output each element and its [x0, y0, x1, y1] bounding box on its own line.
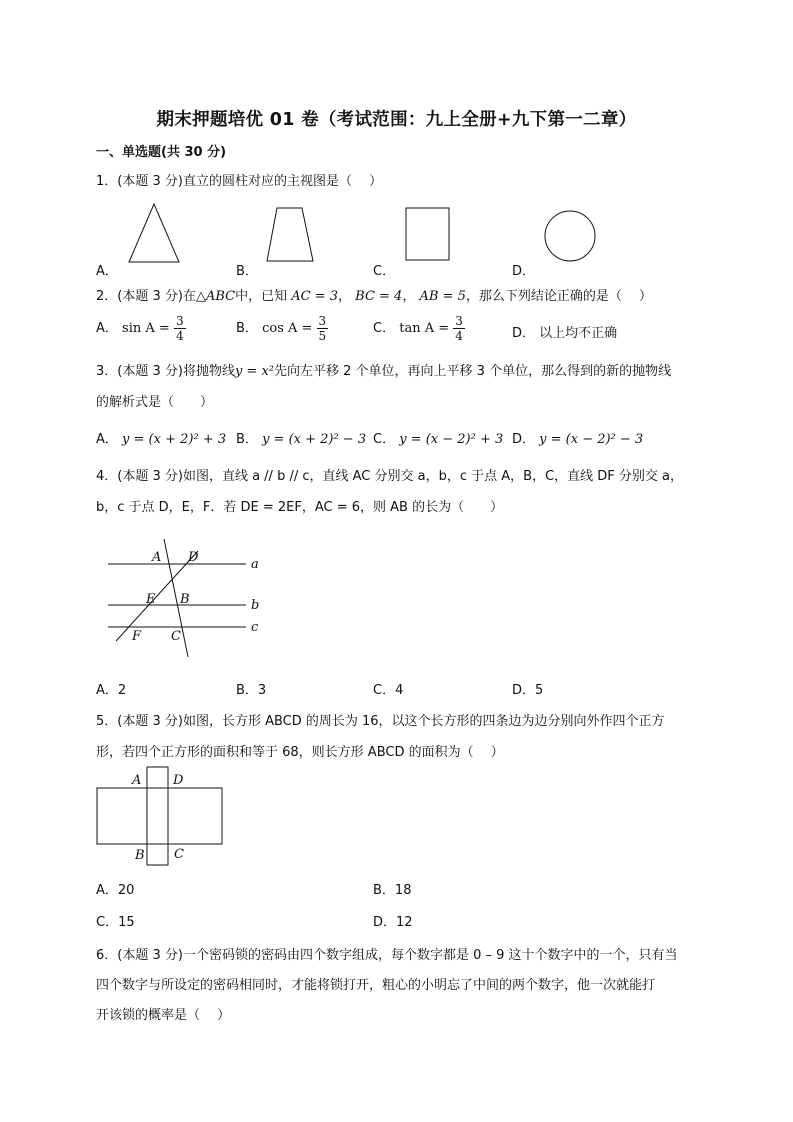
question-6-line-1: 6．(本题 3 分)一个密码锁的密码由四个数字组成，每个数字都是 0 – 9 这十个数字中的一个，只有当 — [96, 948, 678, 963]
option-expr: y = (x − 2)² − 3 — [539, 432, 644, 447]
q2-triangle: △ABC — [195, 289, 236, 304]
q3-option-c[interactable] — [373, 428, 503, 447]
question-5-figure — [92, 764, 232, 872]
label-d-point: D — [173, 773, 184, 788]
q5-option-a[interactable]: A．20 — [96, 883, 135, 898]
label-f-point: F — [132, 629, 142, 644]
q3-suffix: 先向左平移 2 个单位，再向上平移 3 个单位，那么得到的新的抛物线 — [274, 364, 672, 379]
q3-option-d[interactable] — [512, 428, 643, 447]
triangle-icon — [129, 204, 179, 262]
option-expr: y = (x − 2)² + 3 — [399, 432, 504, 447]
q2-option-b[interactable] — [236, 314, 328, 343]
label-a-point: A — [132, 773, 142, 788]
numerator: 3 — [175, 314, 184, 328]
option-fn: sin A = — [122, 321, 170, 336]
q4-option-c[interactable]: C．4 — [373, 683, 404, 698]
denominator: 5 — [318, 329, 327, 343]
q5-option-c[interactable]: C．15 — [96, 915, 135, 930]
q1-option-c[interactable]: C． — [373, 264, 396, 279]
q1-option-d[interactable]: D． — [512, 264, 536, 279]
question-6-line-2: 四个数字与所设定的密码相同时，才能将锁打开，粗心的小明忘了中间的两个数字，他一次就能打 — [96, 978, 656, 993]
q3-expr: y = x² — [234, 364, 274, 379]
label-d-point: D — [188, 550, 199, 565]
question-2-text: 2．(本题 3 分)在△ABC中，已知 AC = 3， BC = 4， AB = 5，那么下列结论正确的是（ ） — [96, 289, 652, 304]
question-4-figure — [100, 535, 280, 670]
fraction — [174, 314, 186, 343]
option-label: D． — [512, 432, 536, 447]
option-label: A． — [96, 432, 118, 447]
fraction — [453, 314, 465, 343]
option-text: 以上均不正确 — [539, 326, 618, 341]
q5-option-d[interactable]: D．12 — [373, 915, 413, 930]
question-5-line-1: 5．(本题 3 分)如图，长方形 ABCD 的周长为 16，以这个长方形的四条边为边分别向外作四个正方 — [96, 714, 665, 729]
label-b-point: B — [135, 848, 145, 863]
q2-cond2: BC = 4 — [355, 289, 403, 304]
option-label: C． — [373, 432, 396, 447]
question-6-line-3: 开该锁的概率是（ ） — [96, 1008, 231, 1023]
option-label: C． — [373, 321, 396, 336]
page-title: 期末押题培优 01 卷（考试范围：九上全册+九下第一二章） — [156, 110, 637, 130]
question-1-text: 1．(本题 3 分)直立的圆柱对应的主视图是（ ） — [96, 174, 383, 189]
fraction — [317, 314, 329, 343]
q4-option-d[interactable]: D．5 — [512, 683, 544, 698]
label-b-point: B — [180, 592, 190, 607]
label-e-point: E — [146, 592, 156, 607]
q3-option-b[interactable] — [236, 428, 366, 447]
q2-option-d[interactable] — [512, 322, 617, 341]
option-fn: tan A = — [399, 321, 450, 336]
label-a-point: A — [152, 550, 162, 565]
center-rectangle — [147, 788, 168, 844]
q2-option-a[interactable] — [96, 314, 186, 343]
option-label: B． — [236, 321, 258, 336]
question-4-line-2: b，c 于点 D，E，F．若 DE = 2EF，AC = 6，则 AB 的长为（ ） — [96, 500, 504, 515]
q2-suffix: ，那么下列结论正确的是（ ） — [465, 289, 652, 304]
option-label: D． — [512, 326, 536, 341]
denominator: 4 — [455, 329, 463, 343]
right-square — [168, 788, 222, 844]
top-square — [147, 767, 168, 788]
q3-prefix: 3．(本题 3 分)将抛物线 — [96, 364, 235, 379]
q4-option-b[interactable]: B．3 — [236, 683, 267, 698]
denominator: 4 — [175, 329, 184, 343]
q3-option-a[interactable] — [96, 428, 226, 447]
label-line-c: c — [251, 620, 259, 635]
option-fn: cos A = — [262, 321, 313, 336]
numerator: 3 — [318, 314, 327, 328]
label-c-point: C — [171, 629, 181, 644]
left-square — [97, 788, 147, 844]
label-line-a: a — [251, 557, 259, 572]
section-heading: 一、单选题(共 30 分) — [96, 145, 227, 160]
bottom-square — [147, 844, 168, 865]
q2-cond1: AC = 3 — [291, 289, 339, 304]
q2-option-c[interactable] — [373, 314, 465, 343]
q5-option-b[interactable]: B．18 — [373, 883, 412, 898]
q4-option-a[interactable]: A．2 — [96, 683, 127, 698]
question-3-line-2: 的解析式是（ ） — [96, 395, 214, 410]
q2-prefix: 2．(本题 3 分)在 — [96, 289, 196, 304]
option-label: A． — [96, 321, 118, 336]
q1-option-a[interactable]: A． — [96, 264, 118, 279]
rectangle-icon — [406, 208, 449, 260]
option-label: B． — [236, 432, 258, 447]
question-1-figures — [96, 198, 616, 273]
numerator: 3 — [455, 314, 463, 328]
option-expr: y = (x + 2)² + 3 — [122, 432, 227, 447]
question-5-line-2: 形，若四个正方形的面积和等于 68，则长方形 ABCD 的面积为（ ） — [96, 745, 504, 760]
question-4-line-1: 4．(本题 3 分)如图，直线 a // b // c，直线 AC 分别交 a，b，c 于点 A，B，C，直线 DF 分别交 a， — [96, 469, 684, 484]
trapezoid-icon — [267, 208, 313, 261]
label-line-b: b — [251, 598, 260, 613]
q1-option-b[interactable]: B． — [236, 264, 258, 279]
q2-cond3: AB = 5 — [419, 289, 466, 304]
question-3-line-1 — [96, 360, 671, 379]
circle-icon — [545, 211, 595, 261]
option-expr: y = (x + 2)² − 3 — [262, 432, 367, 447]
label-c-point: C — [174, 847, 184, 862]
q2-mid: 中，已知 — [235, 289, 288, 304]
